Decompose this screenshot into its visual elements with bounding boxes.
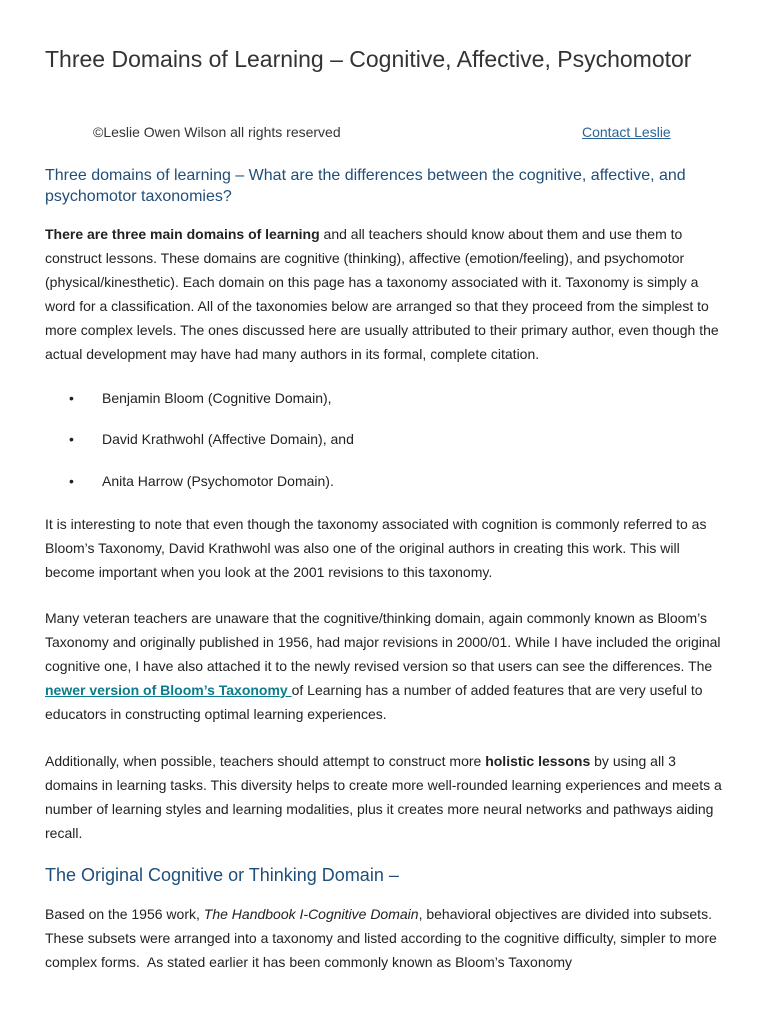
holistic-paragraph bbox=[45, 749, 727, 845]
revisions-text-before: Many veteran teachers are unaware that the cognitive/thinking domain, again commonly known as Bloom’s Taxonomy and originally published in 1956, had major revisions in 2000/01. While I have included the original cognitive one, I have also attached it to the newly revised version so that users can see the differences. The bbox=[45, 610, 721, 674]
bullet-icon: • bbox=[69, 473, 74, 489]
intro-bold-lead: There are three main domains of learning bbox=[45, 226, 320, 242]
holistic-bold: holistic lessons bbox=[485, 753, 591, 769]
copyright-byline: ©Leslie Owen Wilson all rights reserved bbox=[93, 124, 341, 140]
intro-text: and all teachers should know about them and use them to construct lessons. These domains are cognitive (thinking), affective (emotion/feeling), and psychomotor (physical/kinesthetic). Each domain on this page has a taxonomy associated with it. Taxonomy is simply a word for a classification. All of the taxonomies below are arranged so that they proceed from the simplest to more complex levels. The ones discussed here are usually attributed to their primary author, even though the actual development may have had many authors in its formal, complete citation. bbox=[45, 226, 719, 362]
cognitive-domain-paragraph bbox=[45, 902, 727, 974]
holistic-text-before: Additionally, when possible, teachers should attempt to construct more bbox=[45, 753, 486, 769]
cognitive-domain-heading: The Original Cognitive or Thinking Domain – bbox=[45, 865, 399, 885]
list-item-text: Benjamin Bloom (Cognitive Domain), bbox=[102, 390, 332, 406]
contact-leslie-link[interactable]: Contact Leslie bbox=[582, 124, 671, 140]
cognitive-text-after: , behavioral objectives are divided into subsets. These subsets were arranged into a taxonomy and listed according to the cognitive difficulty, simpler to more complex forms. As stated earlier it has been commonly known as Bloom’s Taxonomy bbox=[45, 906, 717, 970]
bullet-icon: • bbox=[69, 431, 74, 447]
cognitive-text-before: Based on the 1956 work, bbox=[45, 906, 204, 922]
bullet-icon: • bbox=[69, 390, 74, 406]
revisions-text-after: of Learning has a number of added features that are very useful to educators in constructing optimal learning experiences. bbox=[45, 682, 703, 722]
handbook-title: The Handbook I-Cognitive Domain bbox=[203, 906, 419, 922]
krathwohl-paragraph: It is interesting to note that even though the taxonomy associated with cognition is commonly referred to as Bloom’s Taxonomy, David Krathwohl was also one of the original authors in creating this work. This will become important when you look at the 2001 revisions to this taxonomy. bbox=[45, 516, 707, 580]
intro-paragraph bbox=[45, 222, 727, 366]
revisions-paragraph bbox=[45, 606, 727, 726]
blooms-taxonomy-link[interactable]: newer version of Bloom’s Taxonomy bbox=[45, 682, 292, 698]
article-subtitle: Three domains of learning – What are the differences between the cognitive, affective, and psychomotor taxonomies? bbox=[45, 167, 686, 205]
page-title: Three Domains of Learning – Cognitive, Affective, Psychomotor bbox=[45, 46, 692, 72]
holistic-text-after: by using all 3 domains in learning tasks. This diversity helps to create more well-rounded learning experiences and meets a number of learning styles and learning modalities, plus it creates more neural networks and pathways aiding recall. bbox=[45, 753, 722, 841]
list-item-text: David Krathwohl (Affective Domain), and bbox=[102, 431, 354, 447]
list-item-text: Anita Harrow (Psychomotor Domain). bbox=[102, 473, 334, 489]
